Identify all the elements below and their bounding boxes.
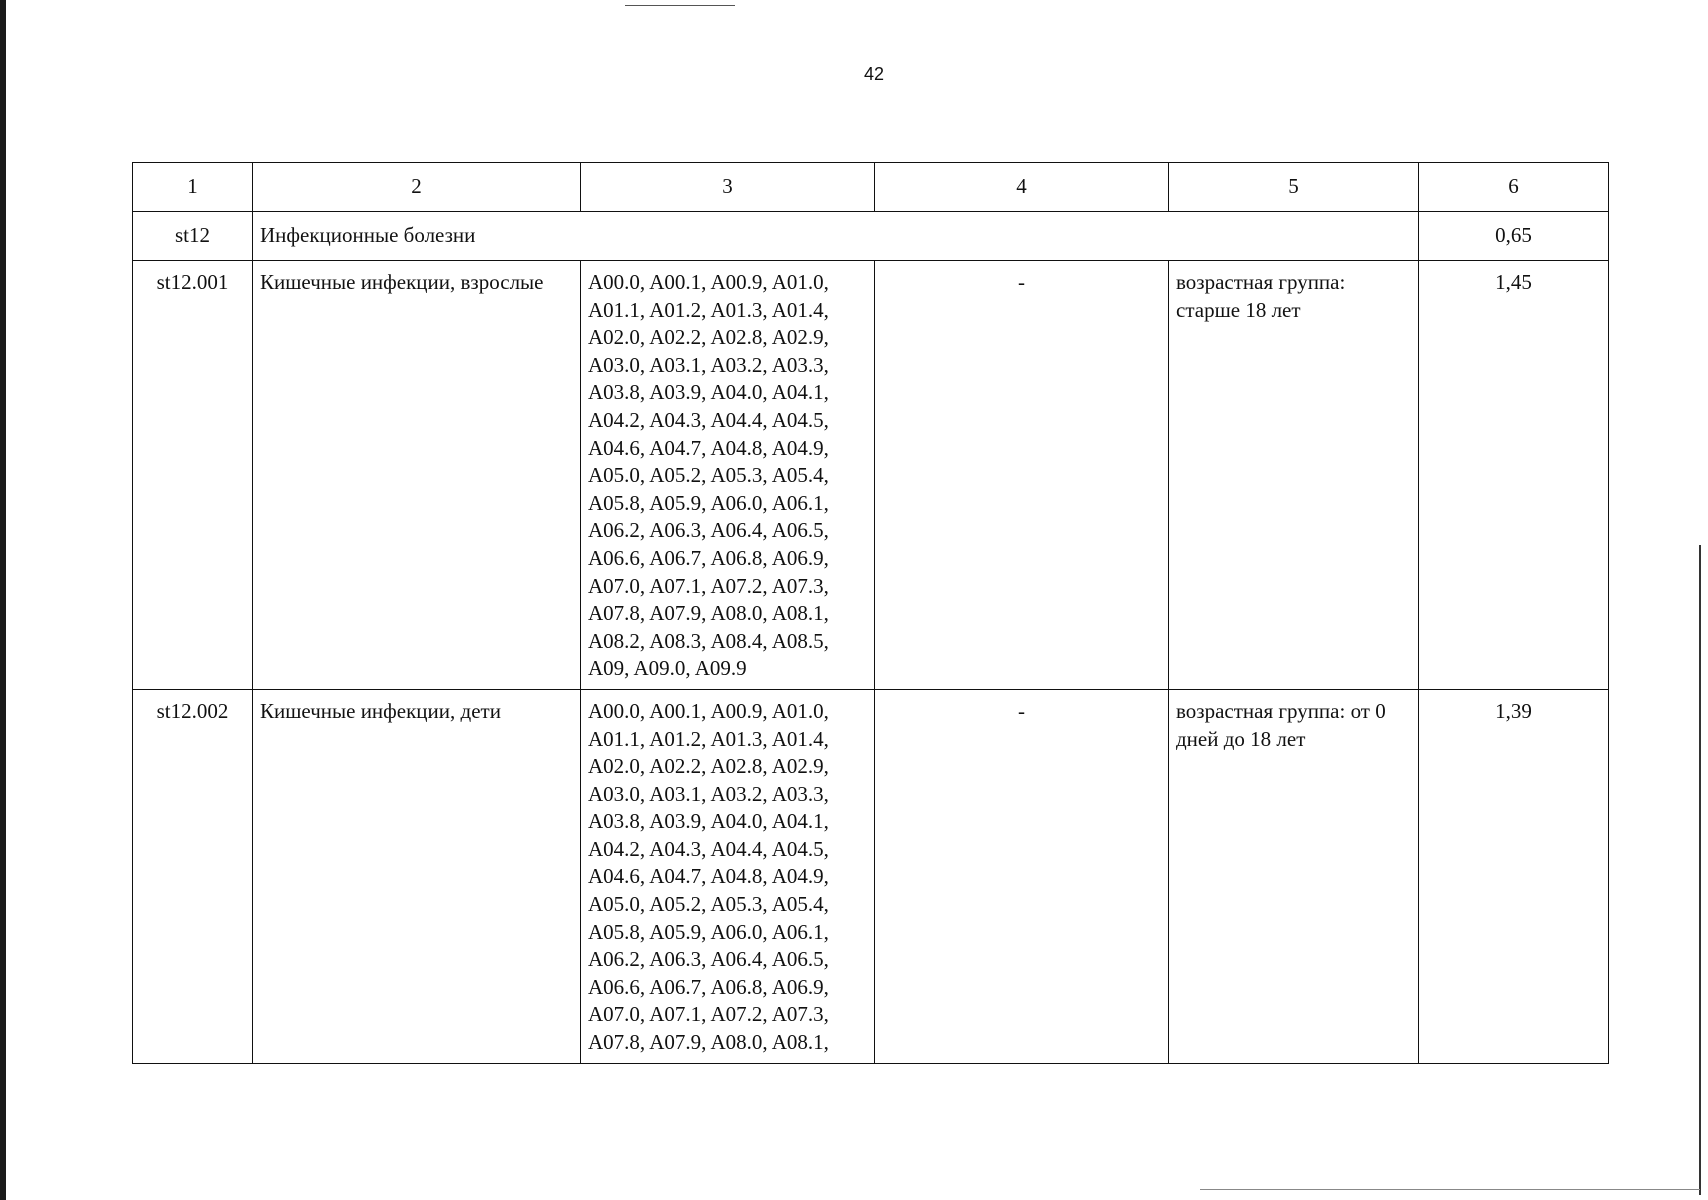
header-cell-4: 4 (875, 163, 1169, 212)
icd-line: A04.2, A04.3, A04.4, A04.5, (588, 836, 829, 861)
icd-line: A02.0, A02.2, A02.8, A02.9, (588, 325, 829, 350)
row-name: Кишечные инфекции, дети (253, 689, 581, 1063)
icd-line: A03.8, A03.9, A04.0, A04.1, (588, 380, 829, 405)
section-code: st12 (133, 212, 253, 261)
icd-line: A07.8, A07.9, A08.0, A08.1, (588, 601, 829, 626)
icd-line: A06.2, A06.3, A06.4, A06.5, (588, 518, 829, 543)
header-row (133, 163, 1609, 212)
icd-line: A04.6, A04.7, A04.8, A04.9, (588, 864, 829, 889)
row-icd-codes (581, 261, 875, 690)
table-row (133, 261, 1609, 690)
row-coefficient: 1,45 (1419, 261, 1609, 690)
icd-line: A07.0, A07.1, A07.2, A07.3, (588, 573, 829, 598)
row-code: st12.001 (133, 261, 253, 690)
icd-line: A04.2, A04.3, A04.4, A04.5, (588, 407, 829, 432)
icd-line: A05.0, A05.2, A05.3, A05.4, (588, 892, 829, 917)
row-col4: - (875, 689, 1169, 1063)
icd-line: A03.8, A03.9, A04.0, A04.1, (588, 809, 829, 834)
icd-line: A07.0, A07.1, A07.2, A07.3, (588, 1002, 829, 1027)
icd-line: A05.8, A05.9, A06.0, A06.1, (588, 919, 829, 944)
scan-bottom-edge (1200, 1189, 1700, 1190)
section-name: Инфекционные болезни (253, 212, 1419, 261)
tariff-table (132, 162, 1609, 1064)
header-cell-5: 5 (1169, 163, 1419, 212)
icd-line: A00.0, A00.1, A00.9, A01.0, (588, 270, 829, 294)
icd-line: A05.8, A05.9, A06.0, A06.1, (588, 490, 829, 515)
top-rule (625, 5, 735, 6)
icd-line: A00.0, A00.1, A00.9, A01.0, (588, 698, 829, 723)
header-cell-3: 3 (581, 163, 875, 212)
icd-line: A06.6, A06.7, A06.8, A06.9, (588, 974, 829, 999)
icd-line: A01.1, A01.2, A01.3, A01.4, (588, 726, 829, 751)
icd-line: A02.0, A02.2, A02.8, A02.9, (588, 754, 829, 779)
row-col4: - (875, 261, 1169, 690)
icd-line: A03.0, A03.1, A03.2, A03.3, (588, 352, 829, 377)
icd-line: A08.2, A08.3, A08.4, A08.5, (588, 628, 829, 653)
header-cell-2: 2 (253, 163, 581, 212)
header-cell-1: 1 (133, 163, 253, 212)
icd-line: A05.0, A05.2, A05.3, A05.4, (588, 463, 829, 488)
page-number: 42 (863, 64, 885, 84)
section-coefficient: 0,65 (1419, 212, 1609, 261)
table-row (133, 689, 1609, 1063)
icd-line: A09, A09.0, A09.9 (588, 656, 747, 681)
section-row (133, 212, 1609, 261)
row-code: st12.002 (133, 689, 253, 1063)
scan-right-edge (1699, 545, 1701, 1195)
row-icd-codes (581, 689, 875, 1063)
scan-left-edge (0, 0, 6, 1200)
icd-line: A06.2, A06.3, A06.4, A06.5, (588, 947, 829, 972)
icd-line: A06.6, A06.7, A06.8, A06.9, (588, 545, 829, 570)
row-name: Кишечные инфекции, взрослые (253, 261, 581, 690)
icd-line: A01.1, A01.2, A01.3, A01.4, (588, 297, 829, 322)
header-cell-6: 6 (1419, 163, 1609, 212)
icd-line: A04.6, A04.7, A04.8, A04.9, (588, 435, 829, 460)
icd-line: A07.8, A07.9, A08.0, A08.1, (588, 1030, 829, 1055)
icd-line: A03.0, A03.1, A03.2, A03.3, (588, 781, 829, 806)
row-coefficient: 1,39 (1419, 689, 1609, 1063)
row-criteria: возрастная группа: от 0 дней до 18 лет (1169, 689, 1419, 1063)
row-criteria: возрастная группа: старше 18 лет (1169, 261, 1419, 690)
